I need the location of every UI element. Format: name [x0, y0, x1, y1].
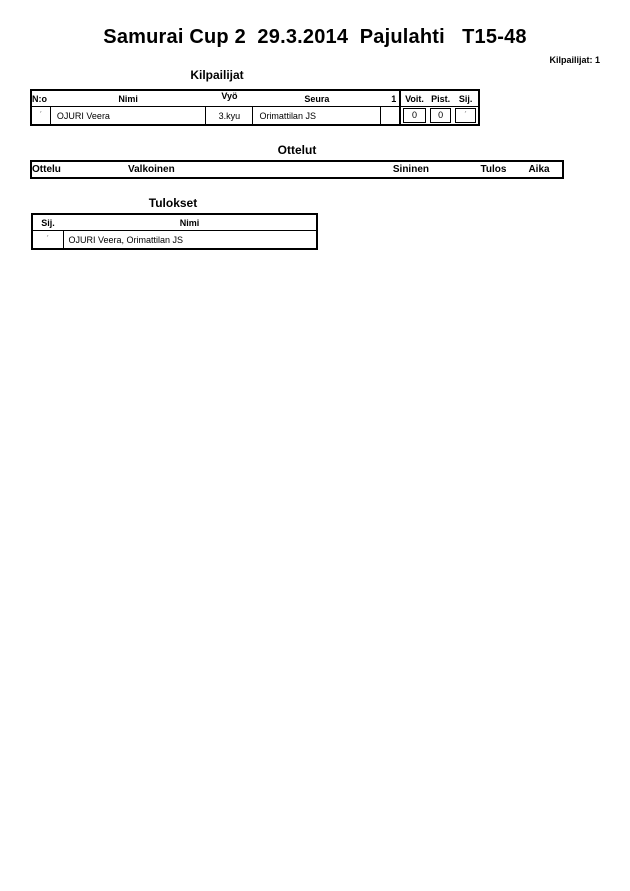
competitor-points-cell — [428, 107, 454, 126]
table-row — [32, 231, 317, 250]
col-header-time: Aika — [528, 164, 550, 175]
matches-table — [30, 160, 564, 179]
col-header-white: Valkoinen — [128, 164, 175, 175]
page-title: Samurai Cup 2 29.3.2014 Pajulahti T15-48 — [103, 26, 527, 48]
kilpailijat-heading: Kilpailijat — [190, 68, 244, 82]
col-header-points: Pist. — [431, 93, 451, 104]
competitor-wins-cell — [400, 107, 428, 126]
competitor-place: ´ — [455, 108, 476, 123]
col-header-blue: Sininen — [392, 164, 429, 175]
col-header-place: Sij. — [458, 93, 473, 104]
col-header-match: Ottelu — [32, 164, 61, 175]
competitors-header-row — [31, 90, 479, 107]
competitor-points: 0 — [430, 108, 452, 123]
results-table — [31, 213, 318, 250]
competitor-club: Orimattilan JS — [253, 107, 381, 126]
competitor-belt: 3.kyu — [206, 107, 253, 126]
col-header-result-name: Nimi — [179, 217, 200, 228]
result-place: ´ — [32, 231, 63, 250]
col-header-result-place: Sij. — [41, 217, 55, 228]
col-header-round-1: 1 — [391, 93, 397, 104]
competitor-no: ´ — [31, 107, 50, 126]
competitors-table — [30, 89, 480, 126]
tulokset-heading: Tulokset — [148, 196, 198, 210]
table-row — [31, 107, 479, 126]
ottelut-heading: Ottelut — [277, 143, 317, 157]
col-header-club: Seura — [304, 93, 330, 104]
competitor-place-cell — [453, 107, 479, 126]
competitor-wins: 0 — [403, 108, 426, 123]
col-header-name: Nimi — [118, 93, 138, 104]
competitor-count: Kilpailijat: 1 — [549, 55, 600, 65]
competitor-round-1 — [381, 107, 400, 126]
results-header-row — [32, 214, 317, 231]
col-header-result: Tulos — [480, 164, 507, 175]
competitor-name: OJURI Veera — [50, 107, 205, 126]
result-name: OJURI Veera, Orimattilan JS — [63, 231, 317, 250]
col-header-belt: Vyö — [221, 91, 238, 101]
col-header-no: N:o — [32, 93, 47, 104]
matches-header-row — [31, 161, 563, 178]
col-header-wins: Voit. — [400, 90, 428, 107]
